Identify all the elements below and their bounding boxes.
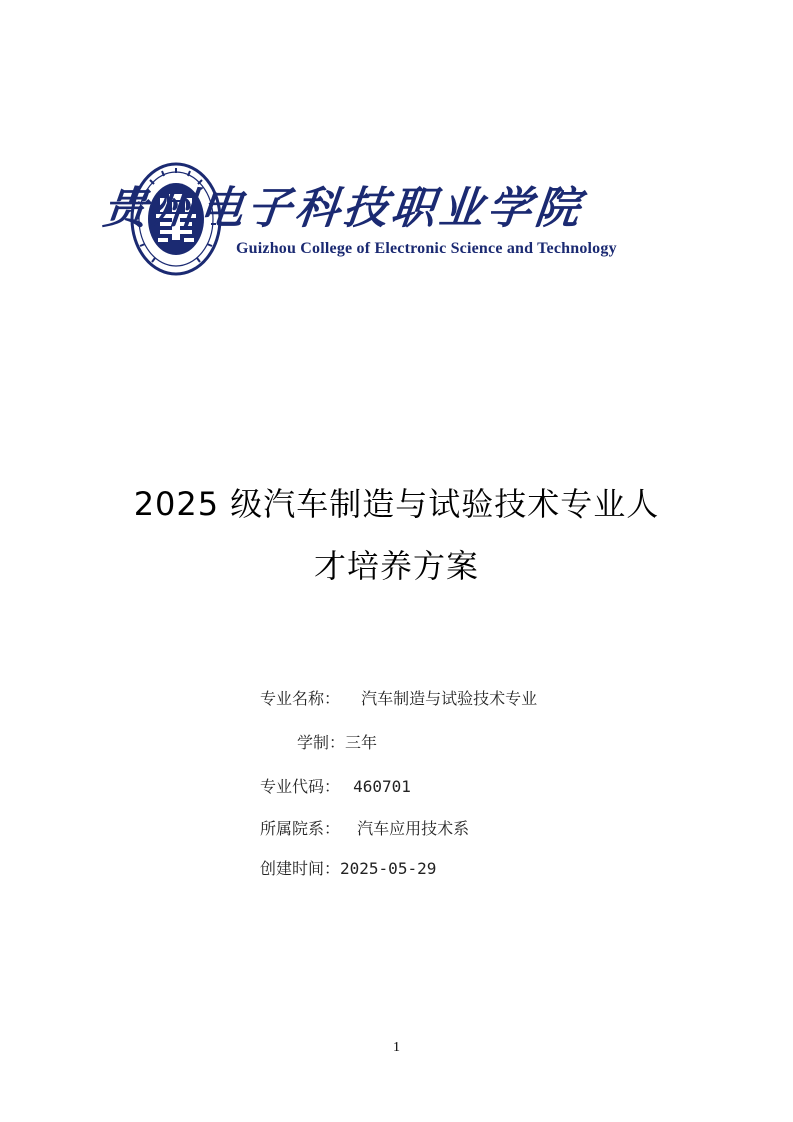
created-date-row [260, 856, 436, 879]
department-value: 汽车应用技术系 [357, 819, 470, 838]
page-number: 1 [393, 1040, 400, 1055]
major-name-value: 汽车制造与试验技术专业 [361, 689, 538, 708]
major-name-label: 专业名称： [260, 689, 341, 708]
created-date-value: 2025-05-29 [340, 859, 437, 878]
duration-value: 三年 [345, 733, 378, 752]
duration-row [297, 730, 377, 753]
document-title-line-2: 才培养方案 [313, 547, 479, 585]
major-code-row [260, 774, 411, 797]
major-name-row [260, 686, 537, 709]
department-row [260, 816, 469, 839]
document-title-line-1: 2025 级汽车制造与试验技术专业人 [133, 485, 660, 523]
major-code-value: 460701 [353, 777, 411, 796]
duration-label: 学制： [297, 733, 346, 752]
college-name-en: Guizhou College of Electronic Science and Technology [236, 240, 617, 257]
department-label: 所属院系： [260, 819, 341, 838]
created-date-label: 创建时间： [260, 859, 341, 878]
college-name-cn: 贵州电子科技职业学院 [100, 183, 586, 234]
major-code-label: 专业代码： [260, 777, 341, 796]
